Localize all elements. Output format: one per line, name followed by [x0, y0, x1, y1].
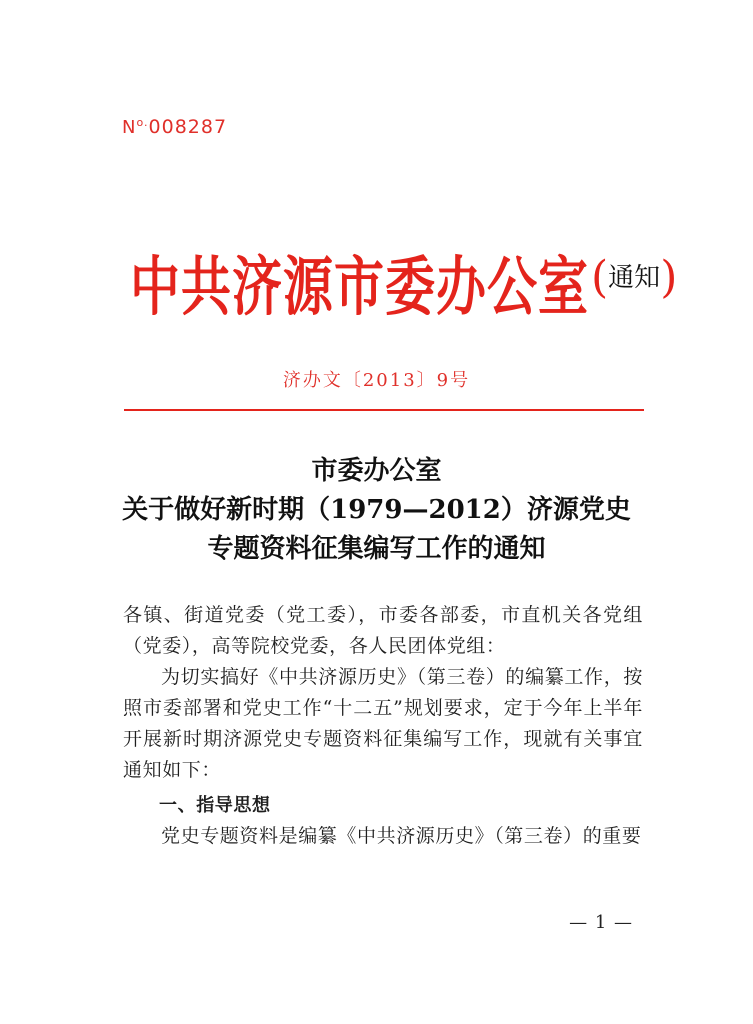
title-line-2: 关于做好新时期（1979—2012）济源党史	[122, 495, 631, 525]
document-type: (通知)	[591, 252, 678, 303]
recipients: 各镇、街道党委（党工委），市委各部委，市直机关各党组（党委），高等院校党委，各人民团体党组：	[123, 604, 643, 657]
notice-body	[123, 600, 643, 852]
serial-digits: 008287	[148, 116, 228, 138]
title-line-1: 市委办公室	[311, 456, 442, 486]
paragraph-guiding-thought: 党史专题资料是编纂《中共济源历史》（第三卷）的重要	[161, 825, 642, 847]
page-number: — 1 —	[569, 912, 633, 933]
document-header	[130, 236, 678, 325]
red-divider	[124, 409, 644, 411]
notice-title	[0, 452, 753, 569]
numero-sign: $N^{o.}$	[122, 116, 149, 138]
section-heading-guiding-thought: 一、指导思想	[159, 795, 271, 816]
title-line-3: 专题资料征集编写工作的通知	[207, 534, 546, 564]
serial-number	[122, 116, 227, 138]
handwritten-doc-type: 通知	[608, 263, 661, 293]
document-number: 济办文〔2013〕9号	[282, 370, 471, 391]
paragraph-intro: 为切实搞好《中共济源历史》（第三卷）的编纂工作，按照市委部署和党史工作“十二五”规划要求，定于今年上半年开展新时期济源党史专题资料征集编写工作，现就有关事宜通知如下：	[123, 666, 643, 781]
issuing-organization: 中共济源市委办公室	[130, 248, 589, 325]
